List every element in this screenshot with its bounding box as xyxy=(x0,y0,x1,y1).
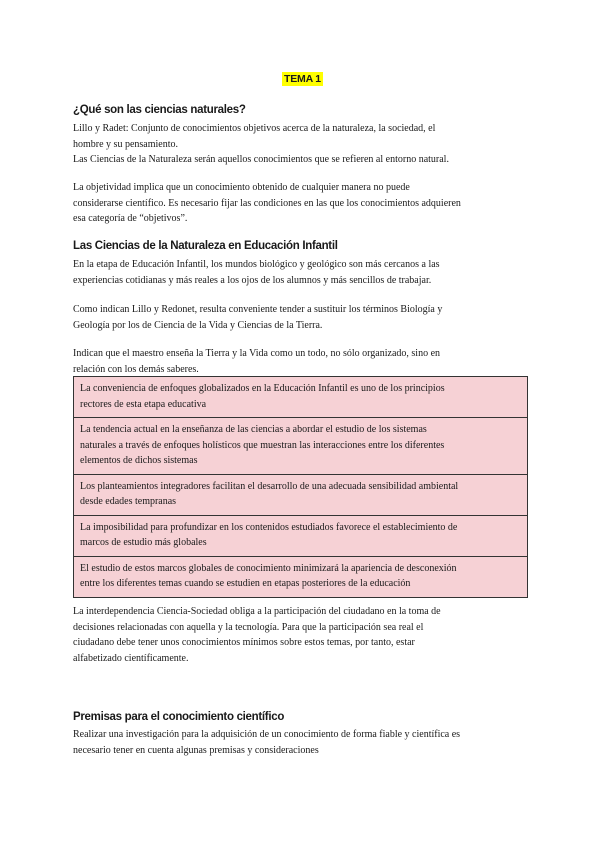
text-line: desde edades tempranas xyxy=(80,496,177,507)
box-row xyxy=(74,377,527,418)
text-line: considerarse científico. Es necesario fijar las condiciones en las que los conocimientos adquieren xyxy=(73,197,461,209)
box-row xyxy=(74,475,527,516)
principles-box xyxy=(73,376,528,598)
text-line: La conveniencia de enfoques globalizados en la Educación Infantil es uno de los principios xyxy=(80,383,445,394)
text-line: ciudadano debe tener unos conocimientos mínimos sobre estos temas, por tanto, estar xyxy=(73,637,415,648)
paragraph xyxy=(73,180,533,227)
section-heading-natural-sciences: ¿Qué son las ciencias naturales? xyxy=(73,104,246,116)
page-title: TEMA 1 xyxy=(284,73,321,85)
text-line: necesario tener en cuenta algunas premisas y consideraciones xyxy=(73,744,319,756)
text-line: La interdependencia Ciencia-Sociedad obliga a la participación del ciudadano en la toma de xyxy=(73,606,441,617)
text-line: naturales a través de enfoques holísticos que muestran las interacciones entre los diferentes xyxy=(80,439,445,451)
text-line: Realizar una investigación para la adquisición de un conocimiento de forma fiable y científica es xyxy=(73,729,461,740)
text-line: La objetividad implica que un conocimiento obtenido de cualquier manera no puede xyxy=(73,182,410,193)
text-line: esa categoría de “objetivos”. xyxy=(73,213,188,224)
paragraph xyxy=(73,302,533,333)
paragraph xyxy=(73,257,533,288)
text-line: experiencias cotidianas y más reales a los ojos de los alumnos y más sencillos de trabajar. xyxy=(73,274,432,286)
text-line: elementos de dichos sistemas xyxy=(80,455,198,466)
text-line: hombre y su pensamiento. xyxy=(73,138,178,150)
section-heading-premises: Premisas para el conocimiento científico xyxy=(73,711,285,723)
text-line: El estudio de estos marcos globales de conocimiento minimizará la apariencia de desconexión xyxy=(80,562,457,574)
text-line: La imposibilidad para profundizar en los contenidos estudiados favorece el establecimiento de xyxy=(80,521,458,533)
text-line: decisiones relacionadas con aquella y la tecnología. Para que la participación sea real el xyxy=(73,621,424,633)
text-line: relación con los demás saberes. xyxy=(73,363,199,375)
text-line: entre los diferentes temas cuando se estudien en etapas posteriores de la educación xyxy=(80,578,411,589)
text-line: Geología por los de Ciencia de la Vida y Ciencias de la Tierra. xyxy=(73,319,323,331)
paragraph xyxy=(73,604,533,666)
text-line: Indican que el maestro enseña la Tierra y la Vida como un todo, no sólo organizado, sino en xyxy=(73,348,441,359)
text-line: Los planteamientos integradores facilitan el desarrollo de una adecuada sensibilidad ambiental xyxy=(80,480,459,492)
paragraph xyxy=(73,121,533,168)
box-row xyxy=(74,418,527,475)
box-row xyxy=(74,516,527,557)
text-line: Lillo y Radet: Conjunto de conocimientos objetivos acerca de la naturaleza, la sociedad, el xyxy=(73,123,436,134)
text-line: marcos de estudio más globales xyxy=(80,537,207,548)
text-line: Como indican Lillo y Redonet, resulta conveniente tender a sustituir los términos Biología y xyxy=(73,304,443,315)
text-line: Las Ciencias de la Naturaleza serán aquellos conocimientos que se refieren al entorno natural. xyxy=(73,154,449,165)
paragraph xyxy=(73,727,533,758)
section-heading-infant-education: Las Ciencias de la Naturaleza en Educación Infantil xyxy=(73,240,338,252)
paragraph xyxy=(73,346,533,377)
text-line: La tendencia actual en la enseñanza de las ciencias a abordar el estudio de los sistemas xyxy=(80,424,427,435)
text-line: En la etapa de Educación Infantil, los mundos biológico y geológico son más cercanos a las xyxy=(73,259,440,270)
box-row xyxy=(74,557,527,598)
text-line: rectores de esta etapa educativa xyxy=(80,398,207,410)
text-line: alfabetizado científicamente. xyxy=(73,652,189,664)
